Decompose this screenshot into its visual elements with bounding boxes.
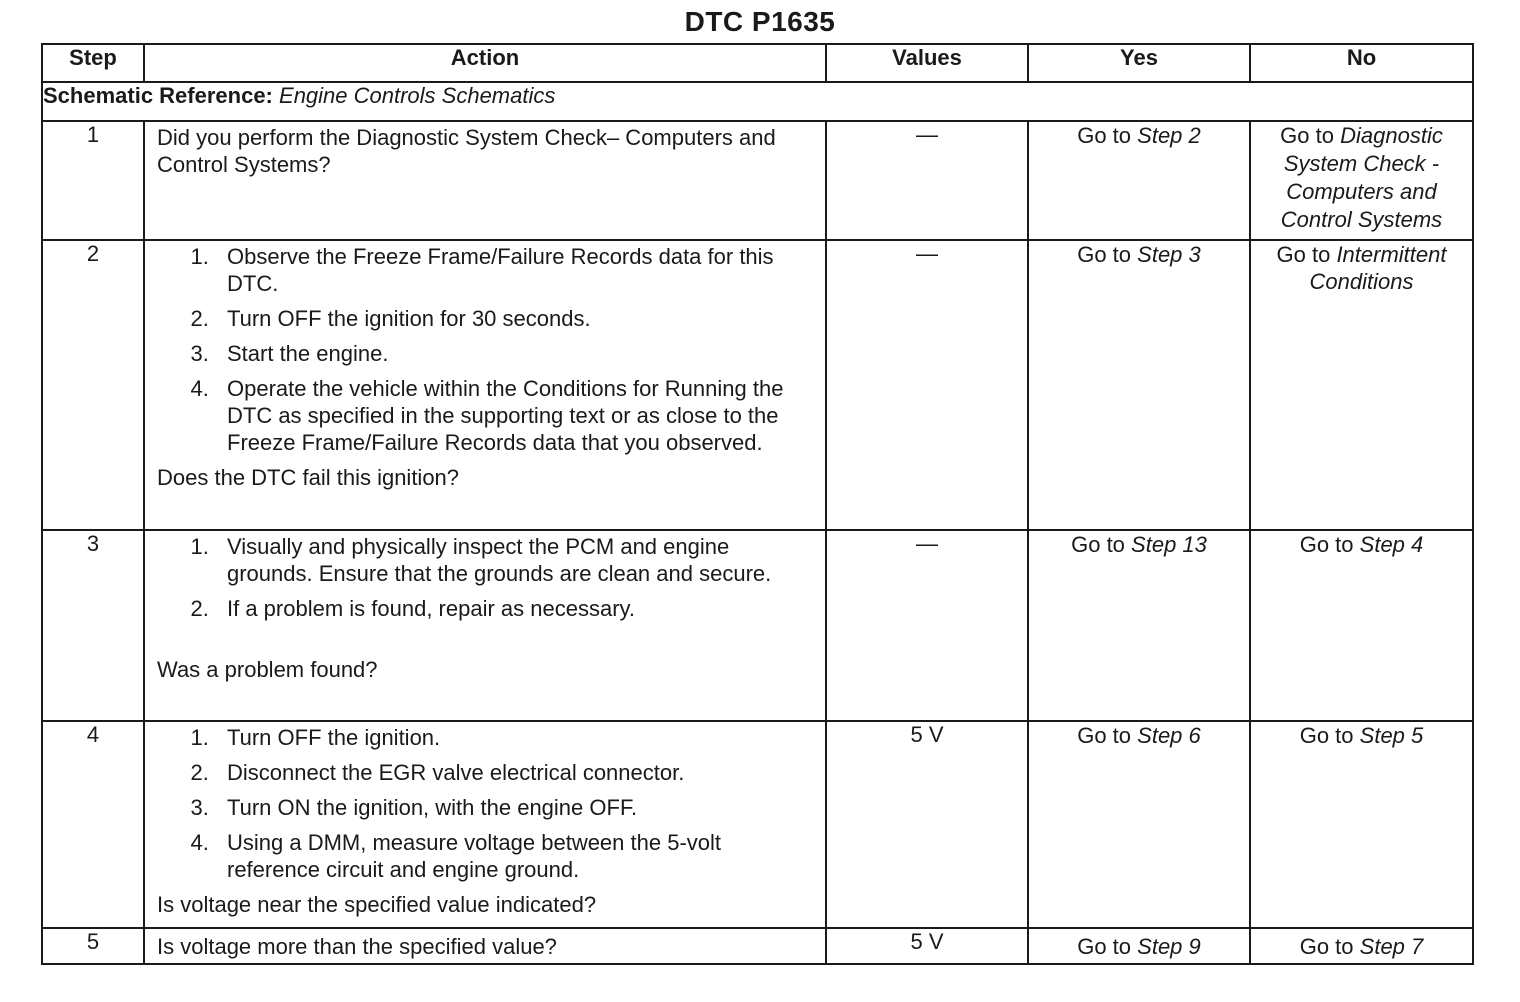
- action-cell: [144, 240, 826, 530]
- no-prefix: Go to: [1299, 933, 1354, 959]
- schematic-reference-label: Schematic Reference:: [43, 83, 273, 108]
- step-number: 4: [42, 721, 144, 928]
- yes-link[interactable]: Step 6: [1137, 723, 1201, 748]
- value-cell: 5 V: [826, 721, 1028, 928]
- step-question: Was a problem found?: [157, 657, 378, 682]
- step-number: 3: [42, 530, 144, 721]
- header-values: Values: [826, 44, 1028, 82]
- substep: 2. Disconnect the EGR valve electrical connector.: [215, 759, 815, 786]
- no-prefix: Go to: [1280, 123, 1334, 148]
- yes-prefix: Go to: [1077, 123, 1132, 148]
- substep: 1. Turn OFF the ignition.: [215, 724, 815, 751]
- header-action: Action: [144, 44, 826, 82]
- yes-cell: [1028, 721, 1250, 928]
- step-question: Is voltage near the specified value indicated?: [157, 892, 597, 917]
- action-cell: [144, 530, 826, 721]
- substep-list: [157, 533, 815, 622]
- header-row: [42, 44, 1473, 82]
- yes-prefix: Go to: [1071, 532, 1125, 557]
- no-link[interactable]: Step 4: [1359, 532, 1424, 557]
- table-row: [42, 721, 1473, 928]
- substep-list: [157, 243, 815, 456]
- action-text: Is voltage more than the specified value?: [157, 933, 557, 959]
- schematic-reference-link[interactable]: Engine Controls Schematics: [279, 83, 556, 108]
- substep: 1. Observe the Freeze Frame/Failure Records data for this DTC.: [215, 243, 815, 297]
- substep: 2. If a problem is found, repair as necessary.: [215, 595, 815, 622]
- action-text: Did you perform the Diagnostic System Check– Computers and Control Systems?: [157, 125, 776, 177]
- action-cell: [144, 121, 826, 240]
- step-number: 2: [42, 240, 144, 530]
- table-row: [42, 121, 1473, 240]
- no-cell: [1250, 530, 1473, 721]
- schematic-reference: [42, 82, 1473, 121]
- substep-list: [157, 724, 815, 883]
- value-cell: 5 V: [826, 928, 1028, 964]
- yes-prefix: Go to: [1077, 723, 1132, 748]
- value-cell: [826, 530, 1028, 721]
- value-dash: —: [916, 122, 938, 147]
- document-title: DTC P1635: [684, 6, 836, 37]
- step-question: Does the DTC fail this ignition?: [157, 465, 460, 490]
- header-yes: Yes: [1028, 44, 1250, 82]
- header-step: Step: [42, 44, 144, 82]
- no-cell: [1250, 928, 1473, 964]
- value-dash: —: [916, 241, 938, 266]
- no-cell: [1250, 240, 1473, 530]
- value-dash: —: [916, 531, 938, 556]
- substep: 3. Turn ON the ignition, with the engine OFF.: [215, 794, 815, 821]
- value-cell: [826, 240, 1028, 530]
- substep: 1. Visually and physically inspect the PCM and engine grounds. Ensure that the grounds are clean and secure.: [215, 533, 815, 587]
- action-cell: [144, 721, 826, 928]
- value-cell: [826, 121, 1028, 240]
- step-number: 1: [42, 121, 144, 240]
- yes-cell: [1028, 240, 1250, 530]
- no-cell: [1250, 721, 1473, 928]
- yes-cell: [1028, 121, 1250, 240]
- substep: 4. Operate the vehicle within the Conditions for Running the DTC as specified in the supporting text or as close to the Freeze Frame/Failure Records data that you observed.: [215, 375, 815, 456]
- table-row: [42, 240, 1473, 530]
- no-link[interactable]: Step 7: [1359, 933, 1424, 959]
- no-prefix: Go to: [1299, 532, 1354, 557]
- substep: 2. Turn OFF the ignition for 30 seconds.: [215, 305, 815, 332]
- yes-prefix: Go to: [1077, 242, 1132, 267]
- yes-link[interactable]: Step 2: [1137, 123, 1201, 148]
- table-row: [42, 530, 1473, 721]
- header-no: No: [1250, 44, 1473, 82]
- schematic-reference-row: [42, 82, 1473, 121]
- yes-cell: [1028, 530, 1250, 721]
- yes-link[interactable]: Step 3: [1137, 242, 1201, 267]
- no-prefix: Go to: [1276, 242, 1331, 267]
- yes-prefix: Go to: [1077, 933, 1132, 959]
- no-cell: [1250, 121, 1473, 240]
- yes-cell: [1028, 928, 1250, 964]
- no-prefix: Go to: [1299, 723, 1354, 748]
- diagnostic-table: [41, 43, 1474, 965]
- step-number: 5: [42, 928, 144, 964]
- yes-link[interactable]: Step 13: [1131, 532, 1207, 557]
- substep: 3. Start the engine.: [215, 340, 815, 367]
- no-link[interactable]: Diagnostic System Check - Computers and Control Systems: [1280, 123, 1443, 232]
- no-link[interactable]: Step 5: [1359, 723, 1424, 748]
- table-row: [42, 928, 1473, 964]
- substep: 4. Using a DMM, measure voltage between the 5-volt reference circuit and engine ground.: [215, 829, 815, 883]
- no-link[interactable]: Intermittent Conditions: [1309, 242, 1447, 294]
- yes-link[interactable]: Step 9: [1137, 933, 1201, 959]
- action-cell: [144, 928, 826, 964]
